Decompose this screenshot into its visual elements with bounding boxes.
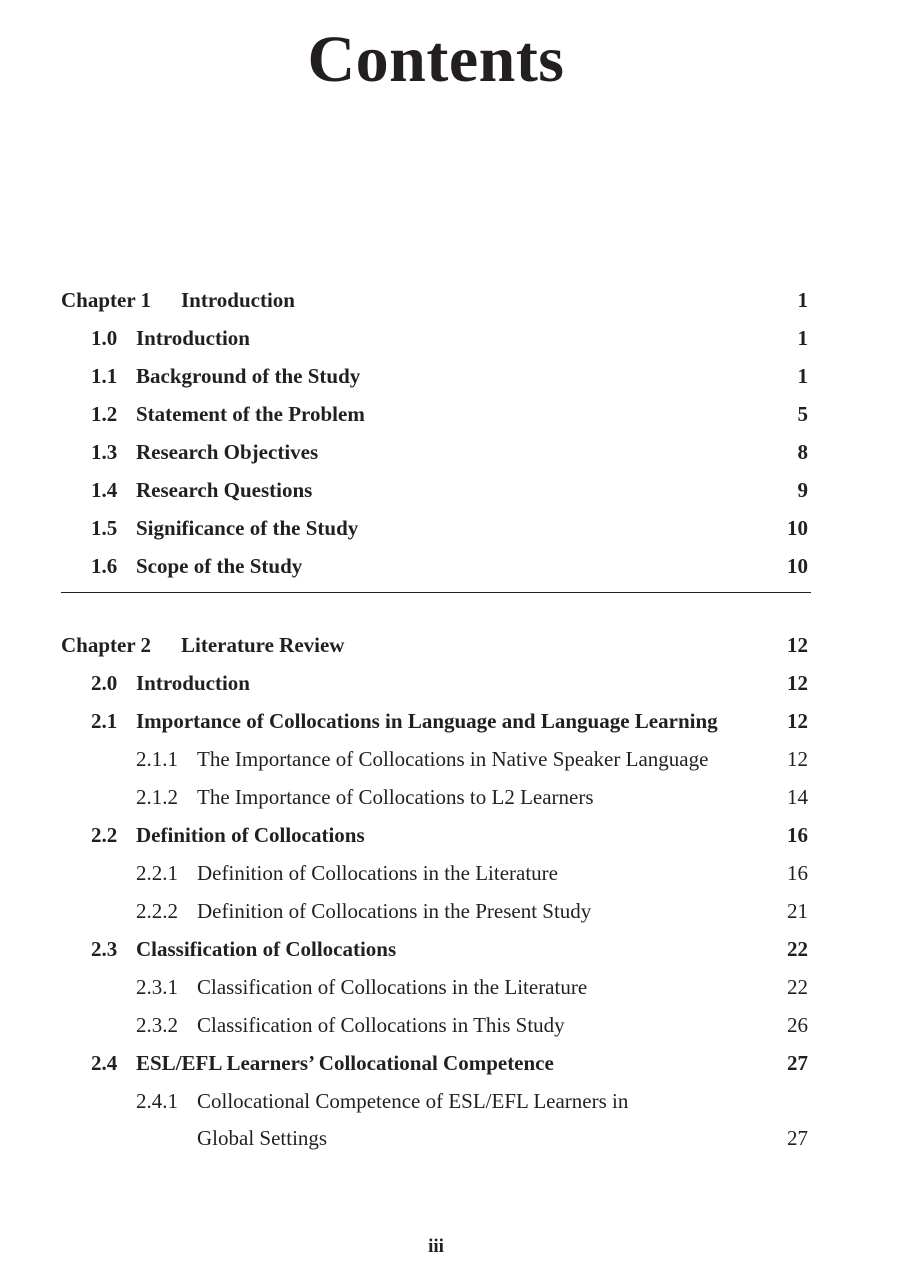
toc-entry-2-1-1[interactable] bbox=[61, 740, 811, 778]
chapter-title: Introduction bbox=[181, 288, 295, 312]
page-number: 12 bbox=[787, 709, 808, 733]
page-number: 27 bbox=[787, 1126, 808, 1150]
page-number: 9 bbox=[797, 478, 808, 502]
page-number: 1 bbox=[797, 288, 808, 312]
section-number: 2.4 bbox=[91, 1051, 118, 1075]
chapter-title: Literature Review bbox=[181, 633, 345, 657]
section-number: 1.6 bbox=[91, 554, 118, 578]
page-number: 12 bbox=[787, 633, 808, 657]
subsection-title: Classification of Collocations in This Study bbox=[197, 1013, 565, 1037]
section-title: ESL/EFL Learners’ Collocational Competence bbox=[136, 1051, 554, 1075]
page-number: 12 bbox=[787, 671, 808, 695]
subsection-title: Classification of Collocations in the Literature bbox=[197, 975, 588, 999]
section-title: Scope of the Study bbox=[136, 554, 303, 578]
section-title: Background of the Study bbox=[136, 364, 361, 388]
page-number: 5 bbox=[797, 402, 808, 426]
toc-entry-2-4[interactable] bbox=[61, 1044, 811, 1082]
page-number: 8 bbox=[797, 440, 808, 464]
page-number: 16 bbox=[787, 861, 808, 885]
section-number: 1.4 bbox=[91, 478, 118, 502]
section-number: 1.3 bbox=[91, 440, 118, 464]
page-number: 1 bbox=[797, 364, 808, 388]
chapter-label: Chapter 1 bbox=[61, 288, 152, 312]
page-title: Contents bbox=[307, 23, 565, 96]
chapter-2-heading[interactable] bbox=[61, 626, 811, 664]
toc-entry-2-2[interactable] bbox=[61, 816, 811, 854]
subsection-number: 2.4.1 bbox=[136, 1089, 178, 1113]
chapter-divider bbox=[61, 592, 811, 593]
page-number: 22 bbox=[787, 937, 808, 961]
section-number: 2.2 bbox=[91, 823, 118, 847]
toc-entry-2-2-1[interactable] bbox=[61, 854, 811, 892]
section-title: Importance of Collocations in Language and Language Learning bbox=[136, 709, 718, 733]
section-title: Significance of the Study bbox=[136, 516, 359, 540]
section-number: 2.1 bbox=[91, 709, 118, 733]
toc-entry-2-3-1[interactable] bbox=[61, 968, 811, 1006]
page-number: 16 bbox=[787, 823, 808, 847]
section-number: 1.5 bbox=[91, 516, 118, 540]
toc-entry-2-2-2[interactable] bbox=[61, 892, 811, 930]
section-title: Introduction bbox=[136, 671, 250, 695]
section-number: 1.1 bbox=[91, 364, 118, 388]
page-number: 10 bbox=[787, 516, 808, 540]
chapter-1-heading[interactable] bbox=[61, 281, 811, 319]
toc-entry-1-0[interactable] bbox=[61, 319, 811, 357]
subsection-number: 2.2.2 bbox=[136, 899, 178, 923]
section-number: 1.0 bbox=[91, 326, 118, 350]
toc-entry-1-1[interactable] bbox=[61, 357, 811, 395]
toc-entry-2-4-1[interactable] bbox=[61, 1082, 811, 1120]
toc-entry-1-5[interactable] bbox=[61, 509, 811, 547]
page-folio: iii bbox=[428, 1236, 444, 1257]
subsection-number: 2.3.1 bbox=[136, 975, 178, 999]
toc-entry-1-2[interactable] bbox=[61, 395, 811, 433]
section-title: Research Objectives bbox=[136, 440, 319, 464]
section-number: 1.2 bbox=[91, 402, 118, 426]
page-number: 21 bbox=[787, 899, 808, 923]
subsection-number: 2.2.1 bbox=[136, 861, 178, 885]
page-number: 10 bbox=[787, 554, 808, 578]
page-number: 1 bbox=[797, 326, 808, 350]
page-number: 14 bbox=[787, 785, 808, 809]
section-title: Statement of the Problem bbox=[136, 402, 365, 426]
toc-entry-2-1-2[interactable] bbox=[61, 778, 811, 816]
toc-entry-1-4[interactable] bbox=[61, 471, 811, 509]
section-title: Introduction bbox=[136, 326, 250, 350]
subsection-number: 2.1.1 bbox=[136, 747, 178, 771]
page-number: 12 bbox=[787, 747, 808, 771]
toc-entry-2-4-1-continued[interactable] bbox=[61, 1120, 811, 1157]
subsection-title-continued: Global Settings bbox=[197, 1126, 328, 1150]
section-number: 2.3 bbox=[91, 937, 118, 961]
subsection-title: Definition of Collocations in the Literature bbox=[197, 861, 558, 885]
toc-entry-1-3[interactable] bbox=[61, 433, 811, 471]
section-title: Definition of Collocations bbox=[136, 823, 365, 847]
section-title: Research Questions bbox=[136, 478, 313, 502]
section-number: 2.0 bbox=[91, 671, 118, 695]
chapter-label: Chapter 2 bbox=[61, 633, 152, 657]
subsection-number: 2.3.2 bbox=[136, 1013, 178, 1037]
page-number: 26 bbox=[787, 1013, 808, 1037]
toc-entry-2-3-2[interactable] bbox=[61, 1006, 811, 1044]
toc-entry-2-1[interactable] bbox=[61, 702, 811, 740]
toc-entry-2-0[interactable] bbox=[61, 664, 811, 702]
section-title: Classification of Collocations bbox=[136, 937, 397, 961]
page-number: 27 bbox=[787, 1051, 808, 1075]
subsection-title: Collocational Competence of ESL/EFL Learners in bbox=[197, 1089, 629, 1113]
toc-entry-1-6[interactable] bbox=[61, 547, 811, 585]
toc-entry-2-3[interactable] bbox=[61, 930, 811, 968]
page-number: 22 bbox=[787, 975, 808, 999]
table-of-contents bbox=[61, 281, 811, 1157]
subsection-number: 2.1.2 bbox=[136, 785, 178, 809]
subsection-title: The Importance of Collocations to L2 Learners bbox=[197, 785, 594, 809]
subsection-title: The Importance of Collocations in Native Speaker Language bbox=[197, 747, 709, 771]
subsection-title: Definition of Collocations in the Present Study bbox=[197, 899, 592, 923]
